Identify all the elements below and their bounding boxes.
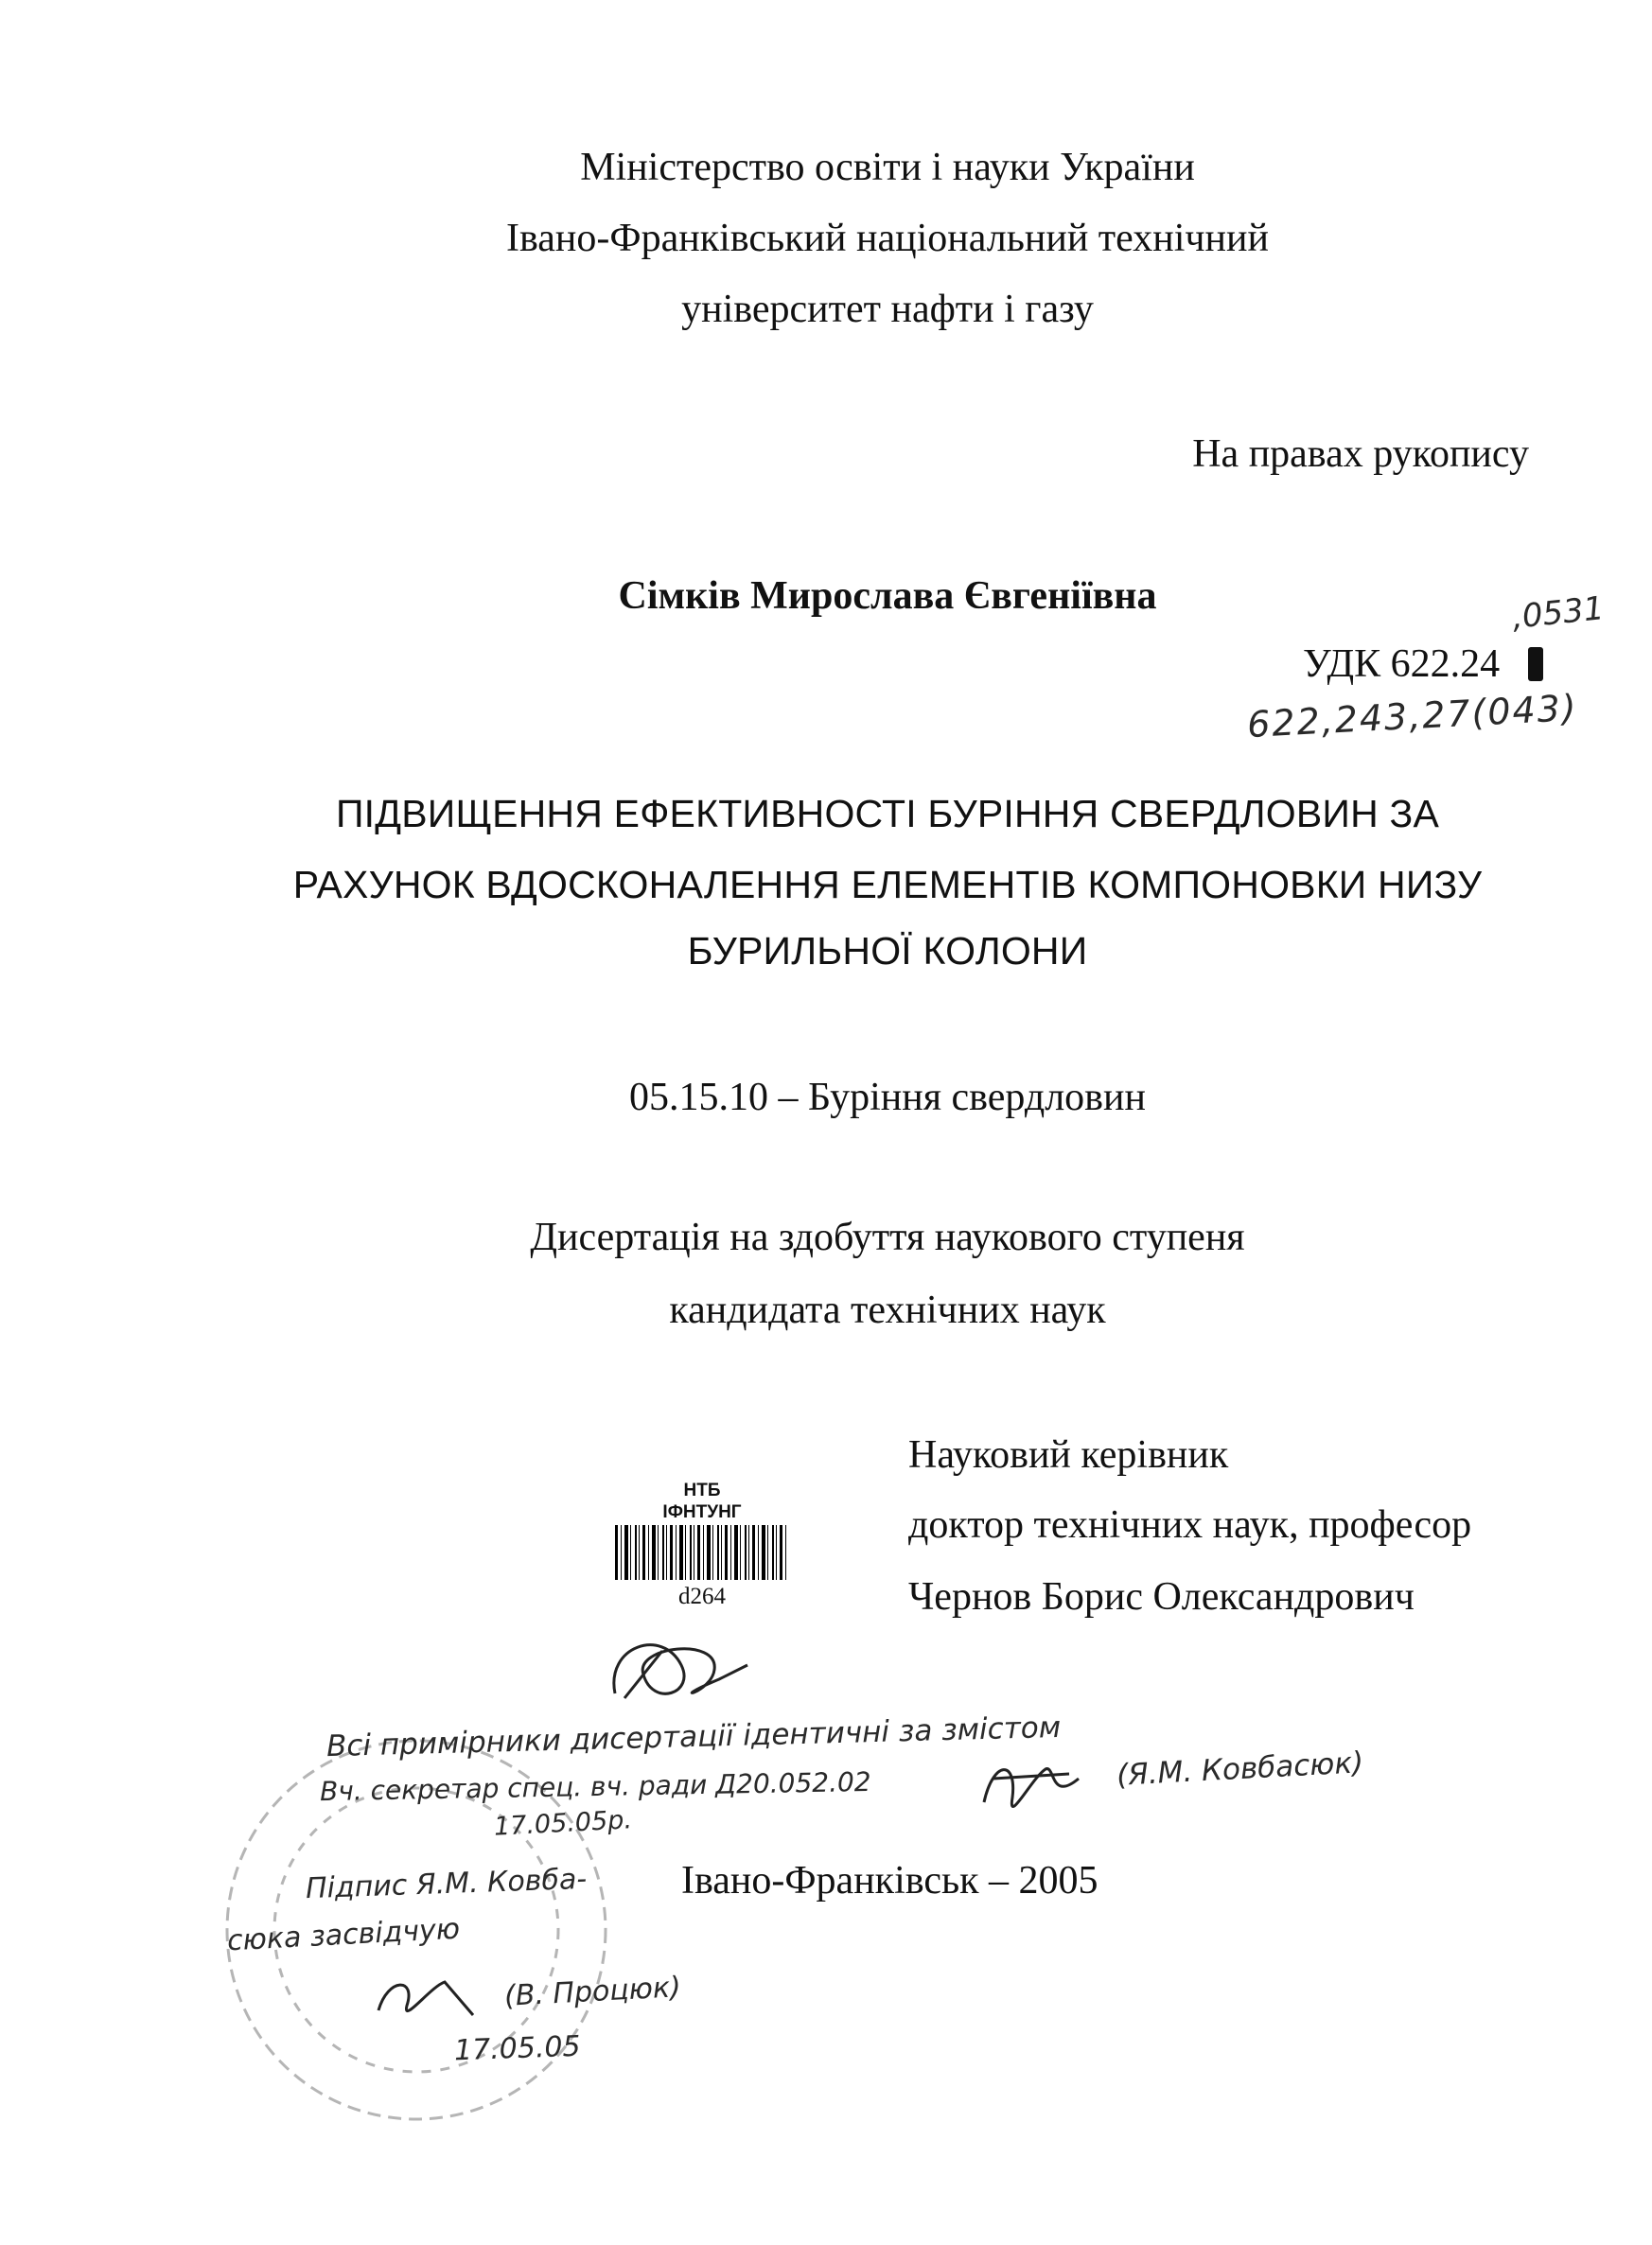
supervisor-degree: доктор технічних наук, професор [908, 1503, 1472, 1547]
supervisor-name: Чернов Борис Олександрович [908, 1575, 1415, 1619]
signature-supervisor [614, 1645, 747, 1698]
supervisor-role: Науковий керівник [908, 1433, 1229, 1477]
handwritten-certify-line-1: Підпис Я.М. Ковба- [305, 1862, 588, 1906]
handwritten-certify-line-2: сюка засвідчую [226, 1912, 461, 1958]
udk-code: УДК 622.24 [1303, 642, 1501, 686]
handwritten-secretary-date: 17.05.05р. [493, 1805, 633, 1842]
handwritten-certifier-name: (В. Процюк) [503, 1971, 682, 2013]
signature-certifier [378, 1982, 473, 2015]
title-line-1: ПІДВИЩЕННЯ ЕФЕКТИВНОСТІ БУРІННЯ СВЕРДЛОВИН ЗА [336, 792, 1439, 835]
specialty-code: 05.15.10 – Буріння свердловин [629, 1076, 1146, 1119]
degree-line-2: кандидата технічних наук [669, 1289, 1106, 1332]
title-line-2: РАХУНОК ВДОСКОНАЛЕННЯ ЕЛЕМЕНТІВ КОМПОНОВКИ НИЗУ [292, 863, 1483, 906]
author-name: Сімків Мирослава Євгеніївна [618, 574, 1157, 618]
handwritten-identity-statement: Всі примірники дисертації ідентичні за змістом [325, 1710, 1062, 1764]
library-stamp-code: d264 [678, 1584, 726, 1609]
udk-handwritten-suffix: ,0531 [1510, 589, 1607, 637]
ministry-name: Міністерство освіти і науки України [580, 146, 1195, 189]
degree-line-1: Дисертація на здобуття наукового ступеня [530, 1216, 1245, 1259]
city-year: Івано-Франківськ – 2005 [681, 1859, 1098, 1903]
udk-handwritten-correction: 622,243,27(043) [1246, 686, 1579, 746]
handwritten-secretary-line: Вч. секретар спец. вч. ради Д20.052.02 [319, 1765, 871, 1808]
title-line-3: БУРИЛЬНОЇ КОЛОНИ [687, 929, 1088, 973]
university-name-line1: Івано-Франківський національний технічний [506, 217, 1269, 260]
university-name-line2: університет нафти і газу [681, 288, 1094, 331]
library-stamp-org: НТБ [683, 1481, 721, 1500]
manuscript-note: На правах рукопису [1192, 432, 1529, 476]
library-stamp-institution: ІФНТУНГ [662, 1502, 742, 1522]
signature-secretary [984, 1769, 1079, 1807]
handwritten-certify-date: 17.05.05 [453, 2029, 582, 2068]
handwritten-secretary-name: (Я.М. Ковбасюк) [1116, 1745, 1365, 1793]
